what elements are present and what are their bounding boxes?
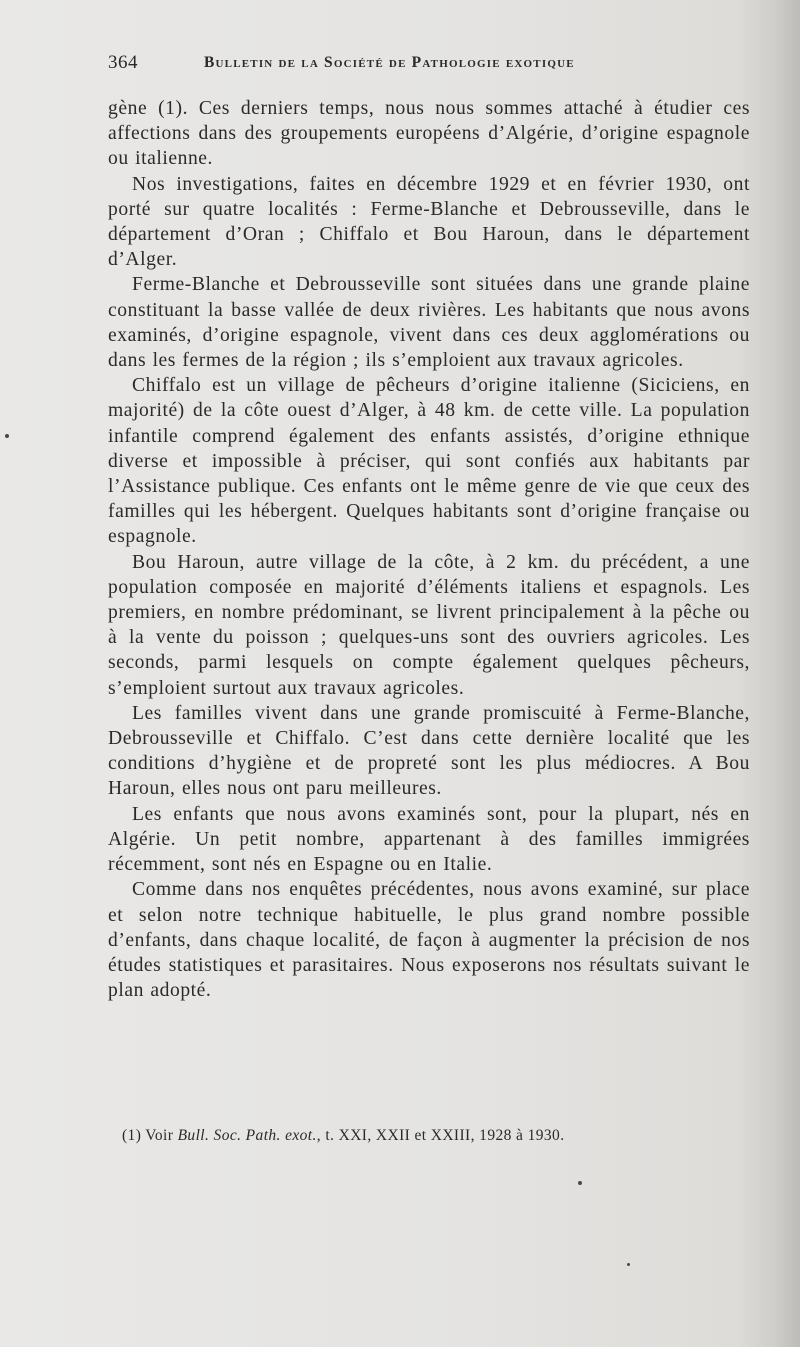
paragraph: Nos investigations, faites en décembre 1929 et en février 1930, ont porté sur quatre localités : Ferme-Blanche et Debrousseville, dans le département d’Oran ; Chiffalo et Bou Haroun, dans le département d’Alger. bbox=[108, 173, 750, 271]
page-header bbox=[108, 52, 758, 82]
body-text bbox=[108, 96, 750, 1003]
footnote-marker: (1) Voir bbox=[122, 1127, 178, 1144]
paragraph: Les enfants que nous avons examinés sont, pour la plupart, nés en Algérie. Un petit nombre, appartenant à des familles immigrées récemment, sont nés en Espagne ou en Italie. bbox=[108, 803, 750, 876]
footnote-journal: Bull. Soc. Path. exot. bbox=[177, 1127, 317, 1144]
paragraph: Ferme-Blanche et Debrousseville sont situées dans une grande plaine constituant la basse vallée de deux rivières. Les habitants que nous avons examinés, d’origine espagnole, vivent dans ces deux agglomérations ou dans les fermes de la région ; ils s’emploient aux travaux agricoles. bbox=[108, 274, 750, 372]
paragraph: gène (1). Ces derniers temps, nous nous sommes attaché à étudier ces affections dans des groupements européens d’Algérie, d’origine espagnole ou italienne. bbox=[108, 98, 750, 170]
ink-speck bbox=[5, 434, 9, 438]
ink-speck bbox=[627, 1263, 630, 1266]
ink-speck bbox=[578, 1181, 582, 1185]
footnote bbox=[122, 1126, 742, 1146]
paragraph: Bou Haroun, autre village de la côte, à 2 km. du précédent, a une population composée en majorité d’éléments italiens et espagnols. Les premiers, en nombre prédominant, se livrent principalement à la pêche ou à la vente du poisson ; quelques-uns sont des ouvriers agricoles. Les seconds, parmi lesquels on compte également quelques pêcheurs, s’emploient surtout aux travaux agricoles. bbox=[108, 551, 750, 699]
running-title: Bulletin de la Société de Pathologie exotique bbox=[204, 54, 575, 71]
paragraph: Chiffalo est un village de pêcheurs d’origine italienne (Siciciens, en majorité) de la côte ouest d’Alger, à 48 km. de cette ville. La population infantile comprend également des enfants assistés, d’origine ethnique diverse et impossible à préciser, qui sont confiés aux habitants par l’Assistance publique. Ces enfants ont le même genre de vie que ceux des familles qui les hébergent. Quelques habitants sont d’origine française ou espagnole. bbox=[108, 375, 750, 548]
paragraph: Les familles vivent dans une grande promiscuité à Ferme-Blanche, Debrousseville et Chiffalo. C’est dans cette dernière localité que les conditions d’hygiène et de propreté sont les plus médiocres. A Bou Haroun, elles nous ont paru meilleures. bbox=[108, 702, 750, 800]
paragraph: Comme dans nos enquêtes précédentes, nous avons examiné, sur place et selon notre technique habituelle, le plus grand nombre possible d’enfants, dans chaque localité, de façon à augmenter la précision de nos études statistiques et parasitaires. Nous exposerons nos résultats suivant le plan adopté. bbox=[108, 879, 750, 1002]
footnote-rest: , t. XXI, XXII et XXIII, 1928 à 1930. bbox=[316, 1127, 565, 1144]
page-number: 364 bbox=[108, 52, 138, 73]
